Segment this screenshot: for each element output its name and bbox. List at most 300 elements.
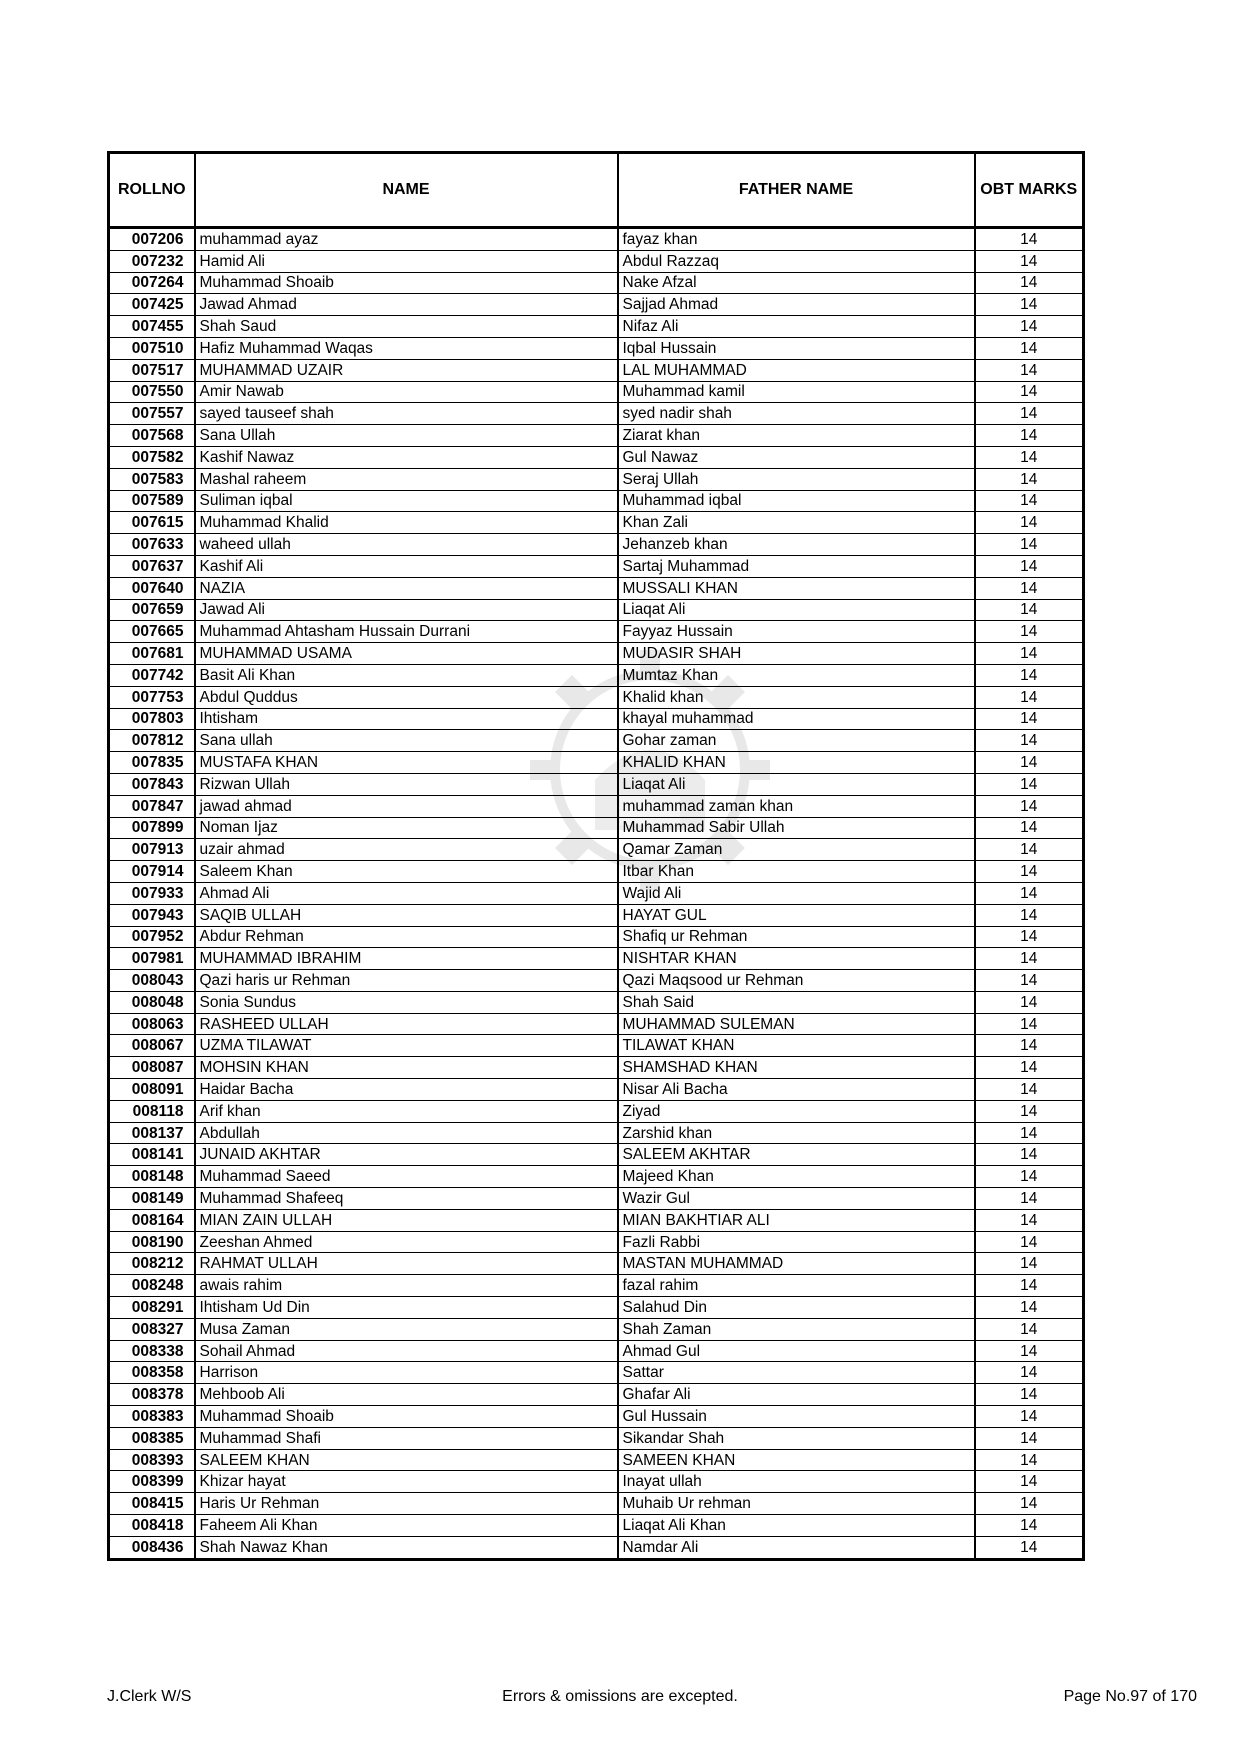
roll-number-cell: 007843 — [109, 773, 195, 795]
name-cell: Mashal raheem — [195, 468, 618, 490]
name-cell: Muhammad Khalid — [195, 512, 618, 534]
table-row — [109, 512, 1084, 534]
name-cell: Sana Ullah — [195, 425, 618, 447]
roll-number-cell: 008087 — [109, 1057, 195, 1079]
name-cell: Rizwan Ullah — [195, 773, 618, 795]
table-row — [109, 1536, 1084, 1559]
table-row — [109, 730, 1084, 752]
father-name-cell: Majeed Khan — [618, 1166, 975, 1188]
name-cell: Ihtisham Ud Din — [195, 1297, 618, 1319]
table-row — [109, 708, 1084, 730]
name-cell: MUHAMMAD UZAIR — [195, 359, 618, 381]
roll-number-cell: 007640 — [109, 577, 195, 599]
father-name-cell: Shafiq ur Rehman — [618, 926, 975, 948]
father-name-cell: HAYAT GUL — [618, 904, 975, 926]
roll-number-cell: 007665 — [109, 621, 195, 643]
marks-cell: 14 — [975, 1471, 1084, 1493]
table-row — [109, 1297, 1084, 1319]
table-row — [109, 1013, 1084, 1035]
roll-number-cell: 008048 — [109, 991, 195, 1013]
name-cell: Basit Ali Khan — [195, 664, 618, 686]
footer-page-number: Page No.97 of 170 — [1063, 1688, 1197, 1705]
father-name-cell: Ghafar Ali — [618, 1384, 975, 1406]
header-name: NAME — [195, 153, 618, 228]
name-cell: Muhammad Ahtasham Hussain Durrani — [195, 621, 618, 643]
name-cell: Muhammad Shoaib — [195, 1406, 618, 1428]
roll-number-cell: 007557 — [109, 403, 195, 425]
table-row — [109, 228, 1084, 251]
roll-number-cell: 007835 — [109, 752, 195, 774]
name-cell: Ahmad Ali — [195, 882, 618, 904]
name-cell: RAHMAT ULLAH — [195, 1253, 618, 1275]
marks-cell: 14 — [975, 446, 1084, 468]
marks-cell: 14 — [975, 1209, 1084, 1231]
table-row — [109, 1122, 1084, 1144]
name-cell: Muhammad Saeed — [195, 1166, 618, 1188]
table-row — [109, 1384, 1084, 1406]
name-cell: Amir Nawab — [195, 381, 618, 403]
table-row — [109, 948, 1084, 970]
roll-number-cell: 008141 — [109, 1144, 195, 1166]
father-name-cell: Liaqat Ali — [618, 599, 975, 621]
table-row — [109, 904, 1084, 926]
roll-number-cell: 008164 — [109, 1209, 195, 1231]
marks-cell: 14 — [975, 1144, 1084, 1166]
roll-number-cell: 008327 — [109, 1318, 195, 1340]
marks-cell: 14 — [975, 773, 1084, 795]
name-cell: Haidar Bacha — [195, 1079, 618, 1101]
name-cell: Zeeshan Ahmed — [195, 1231, 618, 1253]
name-cell: Muhammad Shafeeq — [195, 1188, 618, 1210]
table-row — [109, 991, 1084, 1013]
father-name-cell: SHAMSHAD KHAN — [618, 1057, 975, 1079]
marks-cell: 14 — [975, 1297, 1084, 1319]
marks-cell: 14 — [975, 1035, 1084, 1057]
father-name-cell: Wajid Ali — [618, 882, 975, 904]
roll-number-cell: 008148 — [109, 1166, 195, 1188]
father-name-cell: KHALID KHAN — [618, 752, 975, 774]
roll-number-cell: 007232 — [109, 250, 195, 272]
father-name-cell: LAL MUHAMMAD — [618, 359, 975, 381]
roll-number-cell: 007913 — [109, 839, 195, 861]
table-row — [109, 817, 1084, 839]
name-cell: MIAN ZAIN ULLAH — [195, 1209, 618, 1231]
father-name-cell: Sattar — [618, 1362, 975, 1384]
table-row — [109, 250, 1084, 272]
marks-cell: 14 — [975, 1449, 1084, 1471]
table-row — [109, 599, 1084, 621]
marks-cell: 14 — [975, 686, 1084, 708]
marks-cell: 14 — [975, 228, 1084, 251]
marks-cell: 14 — [975, 926, 1084, 948]
table-row — [109, 1231, 1084, 1253]
roll-number-cell: 007847 — [109, 795, 195, 817]
table-row — [109, 664, 1084, 686]
name-cell: Arif khan — [195, 1100, 618, 1122]
marks-cell: 14 — [975, 1100, 1084, 1122]
roll-number-cell: 008137 — [109, 1122, 195, 1144]
table-row — [109, 468, 1084, 490]
name-cell: uzair ahmad — [195, 839, 618, 861]
marks-cell: 14 — [975, 403, 1084, 425]
table-row — [109, 1406, 1084, 1428]
table-row — [109, 1427, 1084, 1449]
roll-number-cell: 008118 — [109, 1100, 195, 1122]
name-cell: jawad ahmad — [195, 795, 618, 817]
marks-cell: 14 — [975, 1275, 1084, 1297]
marks-cell: 14 — [975, 250, 1084, 272]
footer-clerk: J.Clerk W/S — [107, 1688, 192, 1705]
father-name-cell: SALEEM AKHTAR — [618, 1144, 975, 1166]
father-name-cell: MUHAMMAD SULEMAN — [618, 1013, 975, 1035]
marks-cell: 14 — [975, 1384, 1084, 1406]
father-name-cell: Iqbal Hussain — [618, 337, 975, 359]
marks-cell: 14 — [975, 1122, 1084, 1144]
marks-cell: 14 — [975, 359, 1084, 381]
father-name-cell: Wazir Gul — [618, 1188, 975, 1210]
roll-number-cell: 007517 — [109, 359, 195, 381]
table-row — [109, 861, 1084, 883]
marks-cell: 14 — [975, 1318, 1084, 1340]
name-cell: Mehboob Ali — [195, 1384, 618, 1406]
name-cell: Ihtisham — [195, 708, 618, 730]
name-cell: Qazi haris ur Rehman — [195, 970, 618, 992]
name-cell: Haris Ur Rehman — [195, 1493, 618, 1515]
father-name-cell: Sikandar Shah — [618, 1427, 975, 1449]
table-row — [109, 1209, 1084, 1231]
name-cell: Faheem Ali Khan — [195, 1515, 618, 1537]
name-cell: awais rahim — [195, 1275, 618, 1297]
table-row — [109, 446, 1084, 468]
table-row — [109, 686, 1084, 708]
father-name-cell: Namdar Ali — [618, 1536, 975, 1559]
table-row — [109, 1275, 1084, 1297]
marks-cell: 14 — [975, 752, 1084, 774]
marks-cell: 14 — [975, 1253, 1084, 1275]
marks-cell: 14 — [975, 316, 1084, 338]
father-name-cell: Fayyaz Hussain — [618, 621, 975, 643]
marks-cell: 14 — [975, 1013, 1084, 1035]
roll-number-cell: 008436 — [109, 1536, 195, 1559]
father-name-cell: Nifaz Ali — [618, 316, 975, 338]
father-name-cell: Ahmad Gul — [618, 1340, 975, 1362]
marks-cell: 14 — [975, 817, 1084, 839]
marks-cell: 14 — [975, 1427, 1084, 1449]
table-row — [109, 1515, 1084, 1537]
father-name-cell: Qazi Maqsood ur Rehman — [618, 970, 975, 992]
roll-number-cell: 008043 — [109, 970, 195, 992]
marks-cell: 14 — [975, 1079, 1084, 1101]
name-cell: Sonia Sundus — [195, 991, 618, 1013]
table-row — [109, 337, 1084, 359]
marks-cell: 14 — [975, 991, 1084, 1013]
roll-number-cell: 007582 — [109, 446, 195, 468]
table-row — [109, 1057, 1084, 1079]
father-name-cell: muhammad zaman khan — [618, 795, 975, 817]
table-row — [109, 359, 1084, 381]
marks-cell: 14 — [975, 425, 1084, 447]
roll-number-cell: 008385 — [109, 1427, 195, 1449]
name-cell: MUHAMMAD USAMA — [195, 643, 618, 665]
marks-cell: 14 — [975, 1406, 1084, 1428]
name-cell: MUSTAFA KHAN — [195, 752, 618, 774]
marks-cell: 14 — [975, 708, 1084, 730]
roll-number-cell: 007952 — [109, 926, 195, 948]
roll-number-cell: 008383 — [109, 1406, 195, 1428]
marks-cell: 14 — [975, 577, 1084, 599]
father-name-cell: Ziarat khan — [618, 425, 975, 447]
marks-cell: 14 — [975, 1493, 1084, 1515]
name-cell: Khizar hayat — [195, 1471, 618, 1493]
roll-number-cell: 008149 — [109, 1188, 195, 1210]
name-cell: MOHSIN KHAN — [195, 1057, 618, 1079]
name-cell: Muhammad Shoaib — [195, 272, 618, 294]
roll-number-cell: 007633 — [109, 534, 195, 556]
table-row — [109, 272, 1084, 294]
father-name-cell: Muhaib Ur rehman — [618, 1493, 975, 1515]
name-cell: Muhammad Shafi — [195, 1427, 618, 1449]
father-name-cell: fayaz khan — [618, 228, 975, 251]
roll-number-cell: 007264 — [109, 272, 195, 294]
name-cell: Sana ullah — [195, 730, 618, 752]
marks-cell: 14 — [975, 904, 1084, 926]
father-name-cell: Muhammad kamil — [618, 381, 975, 403]
father-name-cell: Khalid khan — [618, 686, 975, 708]
father-name-cell: Liaqat Ali — [618, 773, 975, 795]
roll-number-cell: 007803 — [109, 708, 195, 730]
name-cell: RASHEED ULLAH — [195, 1013, 618, 1035]
table-row — [109, 643, 1084, 665]
name-cell: Abdul Quddus — [195, 686, 618, 708]
marks-cell: 14 — [975, 599, 1084, 621]
marks-cell: 14 — [975, 621, 1084, 643]
table-row — [109, 1253, 1084, 1275]
roll-number-cell: 007583 — [109, 468, 195, 490]
roll-number-cell: 008063 — [109, 1013, 195, 1035]
roll-number-cell: 007615 — [109, 512, 195, 534]
marks-cell: 14 — [975, 795, 1084, 817]
father-name-cell: Sartaj Muhammad — [618, 555, 975, 577]
father-name-cell: Gohar zaman — [618, 730, 975, 752]
father-name-cell: SAMEEN KHAN — [618, 1449, 975, 1471]
father-name-cell: Sajjad Ahmad — [618, 294, 975, 316]
table-row — [109, 970, 1084, 992]
father-name-cell: TILAWAT KHAN — [618, 1035, 975, 1057]
father-name-cell: Muhammad iqbal — [618, 490, 975, 512]
roll-number-cell: 007812 — [109, 730, 195, 752]
marks-cell: 14 — [975, 1536, 1084, 1559]
father-name-cell: Muhammad Sabir Ullah — [618, 817, 975, 839]
roll-number-cell: 008067 — [109, 1035, 195, 1057]
name-cell: UZMA TILAWAT — [195, 1035, 618, 1057]
roll-number-cell: 007943 — [109, 904, 195, 926]
name-cell: Jawad Ahmad — [195, 294, 618, 316]
name-cell: sayed tauseef shah — [195, 403, 618, 425]
marks-cell: 14 — [975, 839, 1084, 861]
roll-number-cell: 007742 — [109, 664, 195, 686]
table-row — [109, 1318, 1084, 1340]
roll-number-cell: 008418 — [109, 1515, 195, 1537]
table-row — [109, 839, 1084, 861]
name-cell: Shah Saud — [195, 316, 618, 338]
roll-number-cell: 007914 — [109, 861, 195, 883]
table-row — [109, 555, 1084, 577]
name-cell: Hafiz Muhammad Waqas — [195, 337, 618, 359]
marks-cell: 14 — [975, 1362, 1084, 1384]
father-name-cell: Liaqat Ali Khan — [618, 1515, 975, 1537]
name-cell: SALEEM KHAN — [195, 1449, 618, 1471]
table-row — [109, 926, 1084, 948]
roll-number-cell: 007681 — [109, 643, 195, 665]
marks-cell: 14 — [975, 1515, 1084, 1537]
father-name-cell: Khan Zali — [618, 512, 975, 534]
roll-number-cell: 007637 — [109, 555, 195, 577]
table-row — [109, 1035, 1084, 1057]
father-name-cell: Nisar Ali Bacha — [618, 1079, 975, 1101]
header-father-name: FATHER NAME — [618, 153, 975, 228]
name-cell: Noman Ijaz — [195, 817, 618, 839]
father-name-cell: Gul Hussain — [618, 1406, 975, 1428]
roll-number-cell: 008248 — [109, 1275, 195, 1297]
name-cell: Hamid Ali — [195, 250, 618, 272]
roll-number-cell: 008393 — [109, 1449, 195, 1471]
table-row — [109, 1100, 1084, 1122]
table-row — [109, 534, 1084, 556]
marks-cell: 14 — [975, 664, 1084, 686]
father-name-cell: syed nadir shah — [618, 403, 975, 425]
roll-number-cell: 008399 — [109, 1471, 195, 1493]
roll-number-cell: 007589 — [109, 490, 195, 512]
roll-number-cell: 007455 — [109, 316, 195, 338]
table-row — [109, 1144, 1084, 1166]
table-row — [109, 425, 1084, 447]
name-cell: Suliman iqbal — [195, 490, 618, 512]
table-row — [109, 1188, 1084, 1210]
marks-cell: 14 — [975, 1166, 1084, 1188]
name-cell: Kashif Nawaz — [195, 446, 618, 468]
table-row — [109, 882, 1084, 904]
father-name-cell: Salahud Din — [618, 1297, 975, 1319]
name-cell: Harrison — [195, 1362, 618, 1384]
marks-cell: 14 — [975, 534, 1084, 556]
marks-cell: 14 — [975, 490, 1084, 512]
marks-cell: 14 — [975, 1340, 1084, 1362]
table-row — [109, 1362, 1084, 1384]
header-rollno: ROLLNO — [109, 153, 195, 228]
father-name-cell: MASTAN MUHAMMAD — [618, 1253, 975, 1275]
roll-number-cell: 008378 — [109, 1384, 195, 1406]
marks-cell: 14 — [975, 1231, 1084, 1253]
name-cell: Musa Zaman — [195, 1318, 618, 1340]
name-cell: NAZIA — [195, 577, 618, 599]
father-name-cell: MIAN BAKHTIAR ALI — [618, 1209, 975, 1231]
roll-number-cell: 008212 — [109, 1253, 195, 1275]
marks-cell: 14 — [975, 337, 1084, 359]
header-obt-marks: OBT MARKS — [975, 153, 1084, 228]
table-row — [109, 1449, 1084, 1471]
table-row — [109, 1471, 1084, 1493]
marks-cell: 14 — [975, 555, 1084, 577]
marks-cell: 14 — [975, 861, 1084, 883]
roll-number-cell: 007659 — [109, 599, 195, 621]
roll-number-cell: 008091 — [109, 1079, 195, 1101]
marks-cell: 14 — [975, 272, 1084, 294]
name-cell: SAQIB ULLAH — [195, 904, 618, 926]
father-name-cell: Fazli Rabbi — [618, 1231, 975, 1253]
father-name-cell: khayal muhammad — [618, 708, 975, 730]
table-body — [109, 228, 1084, 1560]
table-row — [109, 403, 1084, 425]
father-name-cell: Zarshid khan — [618, 1122, 975, 1144]
father-name-cell: Jehanzeb khan — [618, 534, 975, 556]
father-name-cell: Inayat ullah — [618, 1471, 975, 1493]
roll-number-cell: 007510 — [109, 337, 195, 359]
father-name-cell: fazal rahim — [618, 1275, 975, 1297]
name-cell: Abdullah — [195, 1122, 618, 1144]
name-cell: Abdur Rehman — [195, 926, 618, 948]
name-cell: Saleem Khan — [195, 861, 618, 883]
father-name-cell: Itbar Khan — [618, 861, 975, 883]
name-cell: Sohail Ahmad — [195, 1340, 618, 1362]
father-name-cell: Shah Zaman — [618, 1318, 975, 1340]
name-cell: waheed ullah — [195, 534, 618, 556]
roll-number-cell: 008338 — [109, 1340, 195, 1362]
father-name-cell: Mumtaz Khan — [618, 664, 975, 686]
roll-number-cell: 007568 — [109, 425, 195, 447]
footer-disclaimer: Errors & omissions are excepted. — [502, 1688, 738, 1705]
marks-cell: 14 — [975, 468, 1084, 490]
marks-cell: 14 — [975, 643, 1084, 665]
father-name-cell: Shah Said — [618, 991, 975, 1013]
marks-cell: 14 — [975, 882, 1084, 904]
table-row — [109, 1493, 1084, 1515]
table-row — [109, 1079, 1084, 1101]
father-name-cell: Gul Nawaz — [618, 446, 975, 468]
marks-cell: 14 — [975, 1188, 1084, 1210]
roll-number-cell: 008190 — [109, 1231, 195, 1253]
name-cell: Shah Nawaz Khan — [195, 1536, 618, 1559]
father-name-cell: Ziyad — [618, 1100, 975, 1122]
roll-number-cell: 008415 — [109, 1493, 195, 1515]
name-cell: Jawad Ali — [195, 599, 618, 621]
father-name-cell: MUDASIR SHAH — [618, 643, 975, 665]
table-row — [109, 381, 1084, 403]
marks-cell: 14 — [975, 948, 1084, 970]
roll-number-cell: 007981 — [109, 948, 195, 970]
table-row — [109, 1166, 1084, 1188]
name-cell: JUNAID AKHTAR — [195, 1144, 618, 1166]
roll-number-cell: 007550 — [109, 381, 195, 403]
table-row — [109, 752, 1084, 774]
roll-number-cell: 007206 — [109, 228, 195, 251]
roll-number-cell: 008291 — [109, 1297, 195, 1319]
name-cell: MUHAMMAD IBRAHIM — [195, 948, 618, 970]
marks-cell: 14 — [975, 512, 1084, 534]
roll-number-cell: 007899 — [109, 817, 195, 839]
marks-cell: 14 — [975, 970, 1084, 992]
roll-number-cell: 007425 — [109, 294, 195, 316]
table-row — [109, 795, 1084, 817]
name-cell: muhammad ayaz — [195, 228, 618, 251]
father-name-cell: NISHTAR KHAN — [618, 948, 975, 970]
table-row — [109, 316, 1084, 338]
roll-number-cell: 008358 — [109, 1362, 195, 1384]
table-header-row — [109, 153, 1084, 228]
result-table — [107, 151, 1085, 1561]
table-row — [109, 773, 1084, 795]
marks-cell: 14 — [975, 730, 1084, 752]
father-name-cell: MUSSALI KHAN — [618, 577, 975, 599]
